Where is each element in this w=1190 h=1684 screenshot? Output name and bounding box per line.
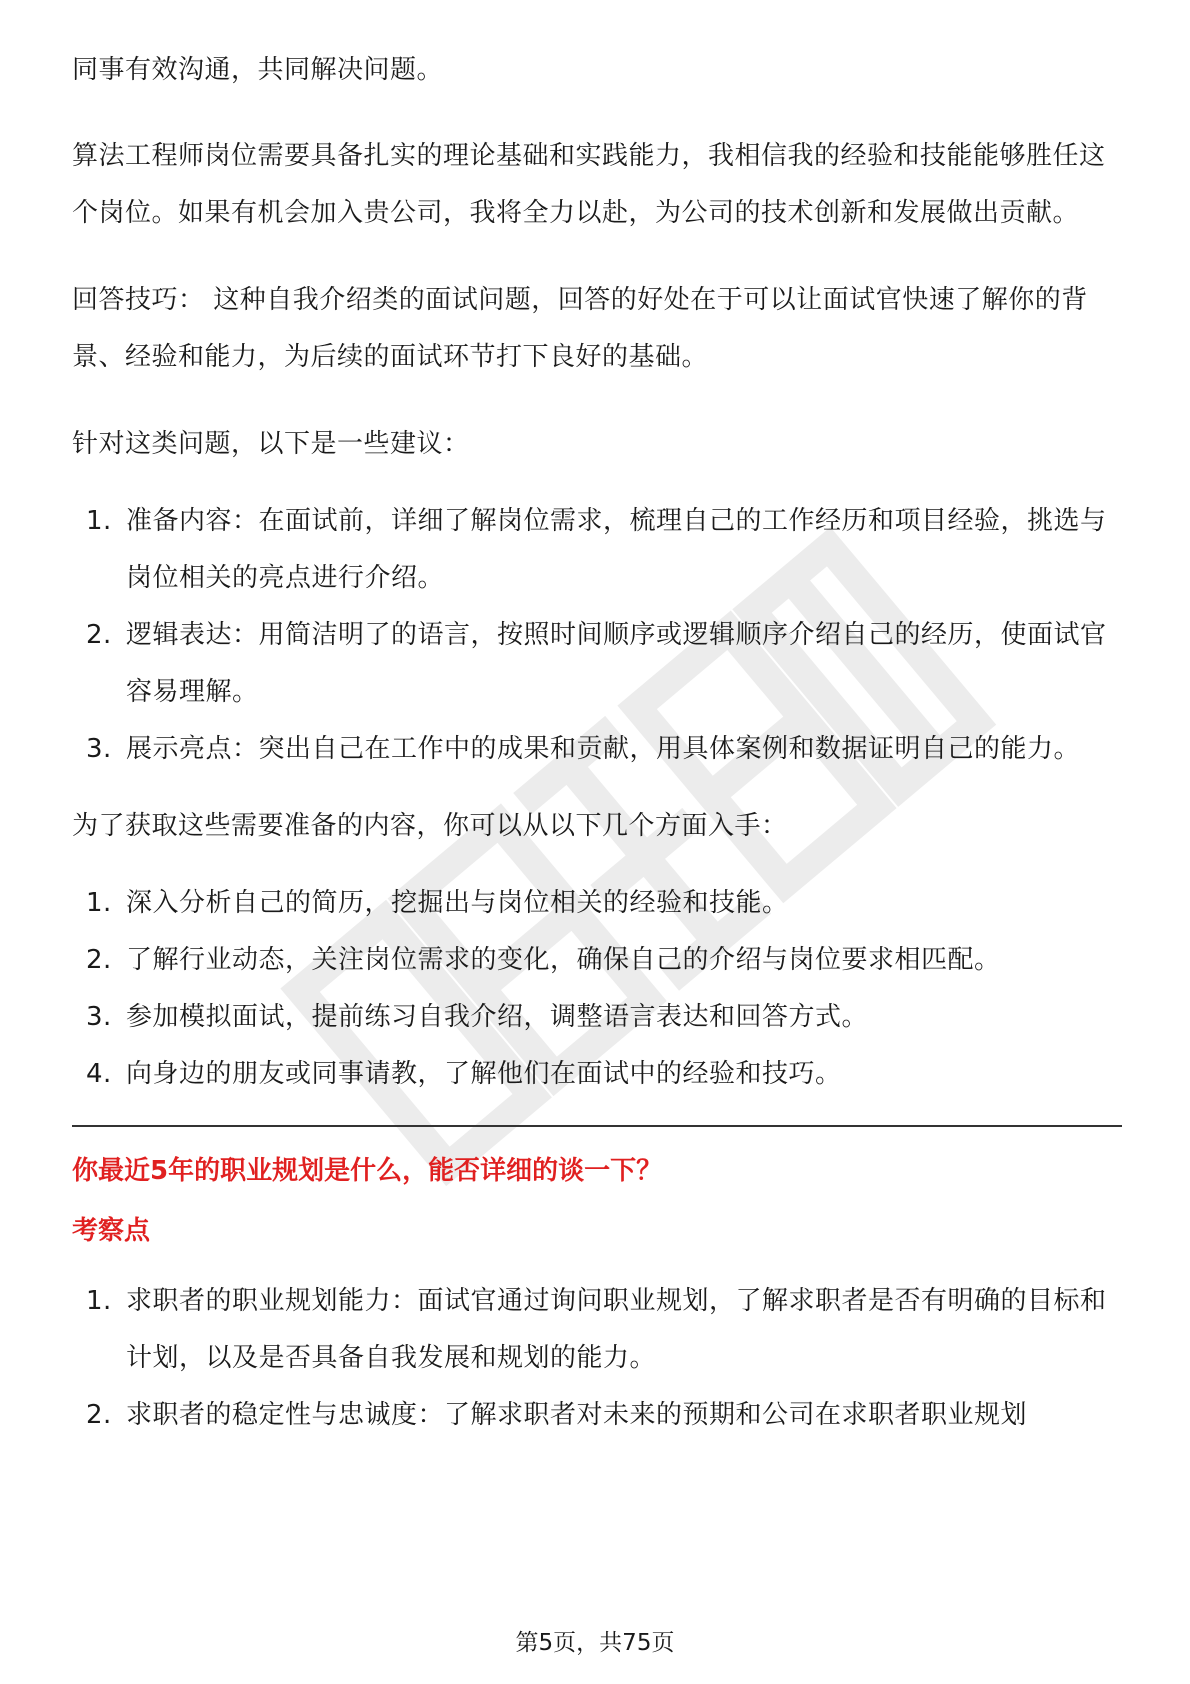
paragraph: 算法工程师岗位需要具备扎实的理论基础和实践能力，我相信我的经验和技能能够胜任这个岗位。如果有机会加入贵公司，我将全力以赴，为公司的技术创新和发展做出贡献。 [72, 141, 1106, 228]
suggestion-list [72, 493, 1122, 778]
list-item: 1. 求职者的职业规划能力：面试官通过询问职业规划，了解求职者是否有明确的目标和计划，以及是否具备自我发展和规划的能力。 [86, 1286, 1107, 1373]
preparation-list [72, 875, 1122, 1103]
paragraph: 为了获取这些需要准备的内容，你可以从以下几个方面入手： [72, 811, 788, 841]
page-content [72, 42, 1122, 1474]
paragraph: 同事有效沟通，共同解决问题。 [72, 55, 444, 85]
assessment-list [72, 1273, 1122, 1444]
section-divider [72, 1125, 1122, 1127]
section-label: 考察点 [72, 1216, 151, 1246]
list-item: 3. 参加模拟面试，提前练习自我介绍，调整语言表达和回答方式。 [86, 1002, 869, 1032]
paragraph: 针对这类问题，以下是一些建议： [72, 429, 470, 459]
paragraph-answer-tip: 回答技巧： 这种自我介绍类的面试问题，回答的好处在于可以让面试官快速了解你的背景、经验和能力，为后续的面试环节打下良好的基础。 [72, 285, 1088, 372]
list-item: 4. 向身边的朋友或同事请教，了解他们在面试中的经验和技巧。 [86, 1059, 842, 1089]
list-item: 3. 展示亮点：突出自己在工作中的成果和贡献，用具体案例和数据证明自己的能力。 [86, 734, 1081, 764]
list-item: 2. 了解行业动态，关注岗位需求的变化，确保自己的介绍与岗位要求相匹配。 [86, 945, 1001, 975]
question-heading: 你最近5年的职业规划是什么，能否详细的谈一下？ [72, 1156, 663, 1186]
list-item: 2. 逻辑表达：用简洁明了的语言，按照时间顺序或逻辑顺序介绍自己的经历，使面试官容易理解。 [86, 620, 1107, 707]
page-number: 第5页，共75页 [515, 1630, 675, 1656]
list-item: 2. 求职者的稳定性与忠诚度：了解求职者对未来的预期和公司在求职者职业规划 [86, 1400, 1028, 1430]
list-item: 1. 深入分析自己的简历，挖掘出与岗位相关的经验和技能。 [86, 888, 789, 918]
list-item: 1. 准备内容：在面试前，详细了解岗位需求，梳理自己的工作经历和项目经验，挑选与岗位相关的亮点进行介绍。 [86, 506, 1107, 593]
